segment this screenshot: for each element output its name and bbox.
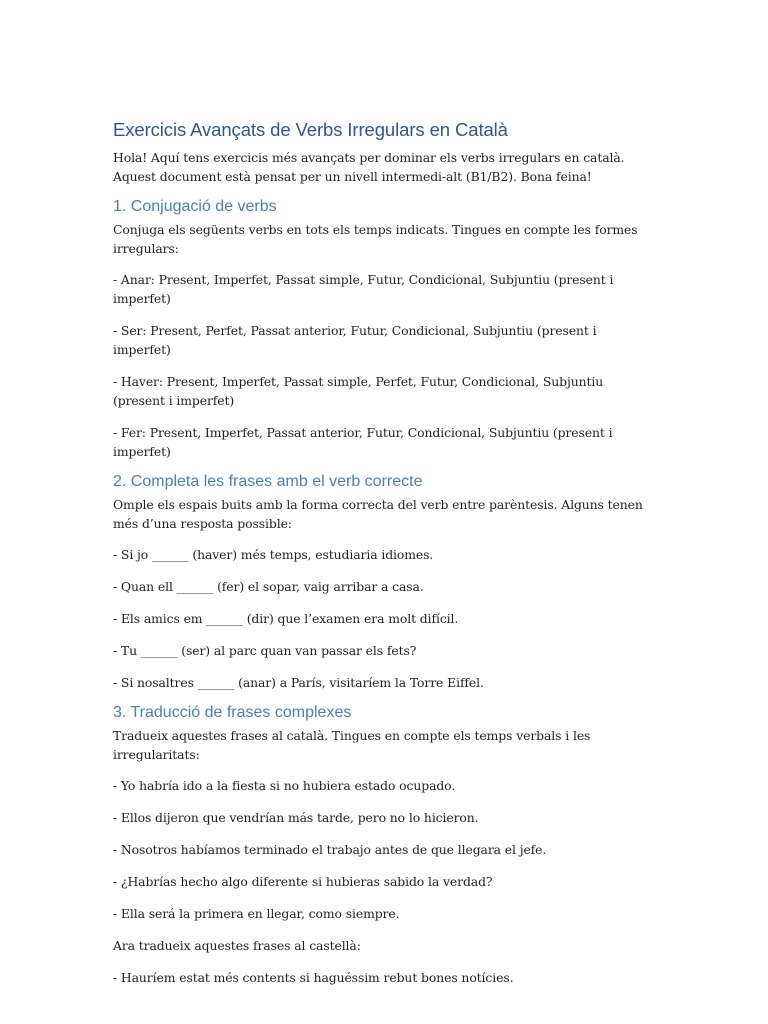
exercise-item: - Hauríem estat més contents si haguéssim rebut bones notícies. [113, 970, 514, 985]
exercise-item: - Quan ell ______ (fer) el sopar, vaig arribar a casa. [113, 579, 424, 594]
section-heading-traduccio: 3. Traducció de frases complexes [113, 704, 352, 721]
section-instruction: Omple els espais buits amb la forma correcta del verb entre parèntesis. Alguns tenen més d’una resposta possible: [113, 497, 643, 531]
section-instruction: Tradueix aquestes frases al català. Tingues en compte els temps verbals i les irregularitats: [113, 728, 591, 762]
exercise-item: - Ellos dijeron que vendrían más tarde, pero no lo hicieron. [113, 810, 479, 825]
exercise-item: - Haver: Present, Imperfet, Passat simple, Perfet, Futur, Condicional, Subjuntiu (present i imperfet) [113, 374, 604, 408]
section-instruction: Conjuga els següents verbs en tots els temps indicats. Tingues en compte les formes irregulars: [113, 222, 638, 256]
document-title: Exercicis Avançats de Verbs Irregulars en Català [113, 119, 508, 140]
exercise-item: - Si jo ______ (haver) més temps, estudiaria idiomes. [113, 547, 434, 562]
exercise-item: - ¿Habrías hecho algo diferente si hubieras sabido la verdad? [113, 874, 493, 889]
sub-instruction: Ara tradueix aquestes frases al castellà: [113, 938, 361, 953]
exercise-item: - Ser: Present, Perfet, Passat anterior, Futur, Condicional, Subjuntiu (present i imperfet) [113, 323, 597, 357]
section-heading-conjugacio: 1. Conjugació de verbs [113, 198, 277, 215]
exercise-item: - Els amics em ______ (dir) que l’examen era molt difícil. [113, 611, 459, 626]
exercise-item: - Tu ______ (ser) al parc quan van passar els fets? [113, 643, 417, 658]
exercise-item: - Fer: Present, Imperfet, Passat anterior, Futur, Condicional, Subjuntiu (present i imperfet) [113, 425, 613, 459]
exercise-item: - Anar: Present, Imperfet, Passat simple, Futur, Condicional, Subjuntiu (present i imperfet) [113, 272, 614, 306]
exercise-item: - Nosotros habíamos terminado el trabajo antes de que llegara el jefe. [113, 842, 547, 857]
exercise-item: - Ella será la primera en llegar, como siempre. [113, 906, 400, 921]
section-heading-completa: 2. Completa les frases amb el verb correcte [113, 473, 423, 490]
document-page [113, 118, 658, 987]
exercise-item: - Yo habría ido a la fiesta si no hubiera estado ocupado. [113, 778, 456, 793]
intro-paragraph: Hola! Aquí tens exercicis més avançats per dominar els verbs irregulars en català. Aquest document està pensat per un nivell intermedi-alt (B1/B2). Bona feina! [113, 150, 625, 184]
exercise-item: - Si nosaltres ______ (anar) a París, visitaríem la Torre Eiffel. [113, 675, 484, 690]
